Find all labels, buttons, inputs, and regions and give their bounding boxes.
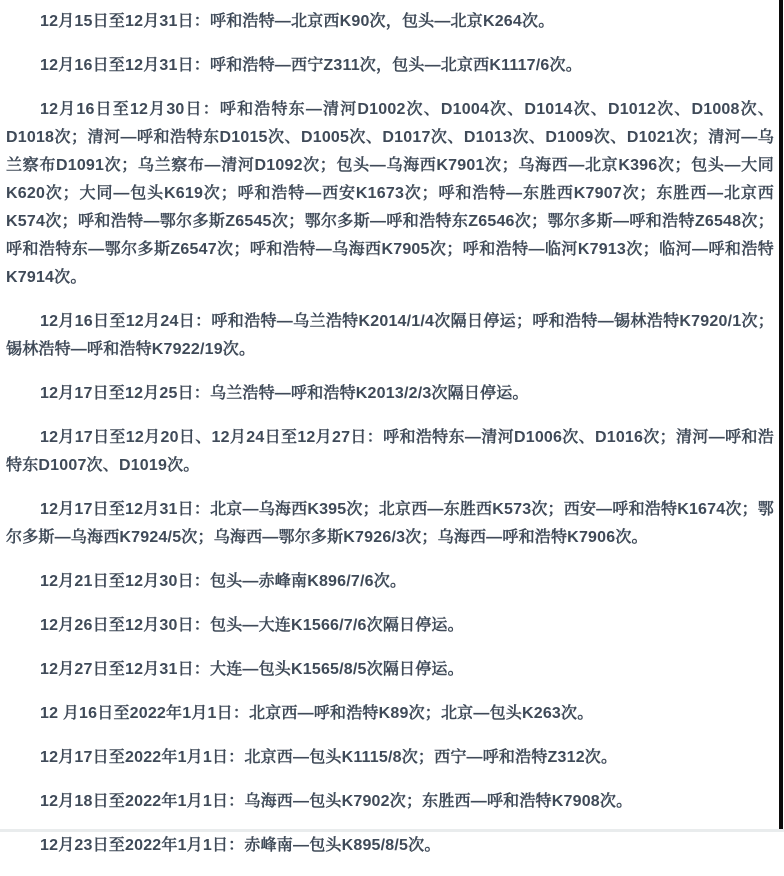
entry-date-range: 12月16日至12月31日： (40, 57, 210, 74)
schedule-entry (6, 568, 774, 596)
schedule-entry (6, 424, 774, 480)
entry-date-range: 12月26日至12月30日： (40, 617, 210, 634)
entry-date-range: 12 月16日至2022年1月1日： (40, 705, 250, 722)
entry-train-list: 乌兰浩特—呼和浩特K2013/2/3次隔日停运。 (210, 385, 529, 402)
entry-date-range: 12月16日至12月24日： (40, 313, 212, 330)
entry-date-range: 12月16日至12月30日： (40, 101, 220, 118)
screenshot-right-edge-bar (779, 0, 783, 832)
entry-train-list: 包头—大连K1566/7/6次隔日停运。 (210, 617, 464, 634)
entry-train-list: 呼和浩特—乌兰浩特K2014/1/4次隔日停运；呼和浩特—锡林浩特K7920/1次；锡林浩特—呼和浩特K7922/19次。 (6, 313, 774, 358)
schedule-entry (6, 744, 774, 772)
entry-train-list: 北京西—呼和浩特K89次；北京—包头K263次。 (249, 705, 594, 722)
entry-train-list: 包头—赤峰南K896/7/6次。 (210, 573, 407, 590)
entry-date-range: 12月17日至12月31日： (40, 501, 211, 518)
entry-train-list: 乌海西—包头K7902次；东胜西—呼和浩特K7908次。 (244, 793, 633, 810)
schedule-entry (6, 380, 774, 408)
entry-train-list: 呼和浩特东—清河D1006次、D1016次；清河—呼和浩特东D1007次、D1019次。 (6, 429, 774, 474)
entry-date-range: 12月23日至2022年1月1日： (40, 837, 245, 854)
schedule-entry (6, 96, 774, 292)
entry-train-list: 大连—包头K1565/8/5次隔日停运。 (210, 661, 464, 678)
entry-train-list: 赤峰南—包头K895/8/5次。 (244, 837, 441, 854)
schedule-entry (6, 656, 774, 684)
entry-date-range: 12月15日至12月31日： (40, 13, 210, 30)
entry-train-list: 呼和浩特东—清河D1002次、D1004次、D1014次、D1012次、D1008次、D1018次；清河—呼和浩特东D1015次、D1005次、D1017次、D1013次、D1009次、D1021次；清河—乌兰察布D1091次；乌兰察布—清河D1092次；包头—乌海西K7901次；乌海西—北京K396次；包头—大同K620次；大同—包头K619次；呼和浩特—西安K1673次；呼和浩特—东胜西K7907次；东胜西—北京西K574次；呼和浩特—鄂尔多斯Z6545次；鄂尔多斯—呼和浩特东Z6546次；鄂尔多斯—呼和浩特Z6548次；呼和浩特东—鄂尔多斯Z6547次；呼和浩特—乌海西K7905次；呼和浩特—临河K7913次；临河—呼和浩特K7914次。 (6, 101, 774, 286)
schedule-entry (6, 496, 774, 552)
schedule-entry (6, 8, 774, 36)
entry-date-range: 12月21日至12月30日： (40, 573, 210, 590)
schedule-entry (6, 612, 774, 640)
schedule-entry (6, 788, 774, 816)
entry-date-range: 12月18日至2022年1月1日： (40, 793, 245, 810)
entry-train-list: 呼和浩特—北京西K90次，包头—北京K264次。 (210, 13, 555, 30)
entry-date-range: 12月17日至2022年1月1日： (40, 749, 245, 766)
entry-date-range: 12月17日至12月20日、12月24日至12月27日： (40, 429, 384, 446)
schedule-entry (6, 308, 774, 364)
entry-date-range: 12月27日至12月31日： (40, 661, 210, 678)
schedule-entry (6, 700, 774, 728)
schedule-entry (6, 832, 774, 860)
schedule-entry (6, 52, 774, 80)
entry-train-list: 北京西—包头K1115/8次；西宁—呼和浩特Z312次。 (244, 749, 618, 766)
entry-date-range: 12月17日至12月25日： (40, 385, 210, 402)
entry-train-list: 北京—乌海西K395次；北京西—东胜西K573次；西安—呼和浩特K1674次；鄂尔多斯—乌海西K7924/5次；乌海西—鄂尔多斯K7926/3次；乌海西—呼和浩特K7906次。 (6, 501, 774, 546)
entry-train-list: 呼和浩特—西宁Z311次，包头—北京西K1117/6次。 (210, 57, 582, 74)
